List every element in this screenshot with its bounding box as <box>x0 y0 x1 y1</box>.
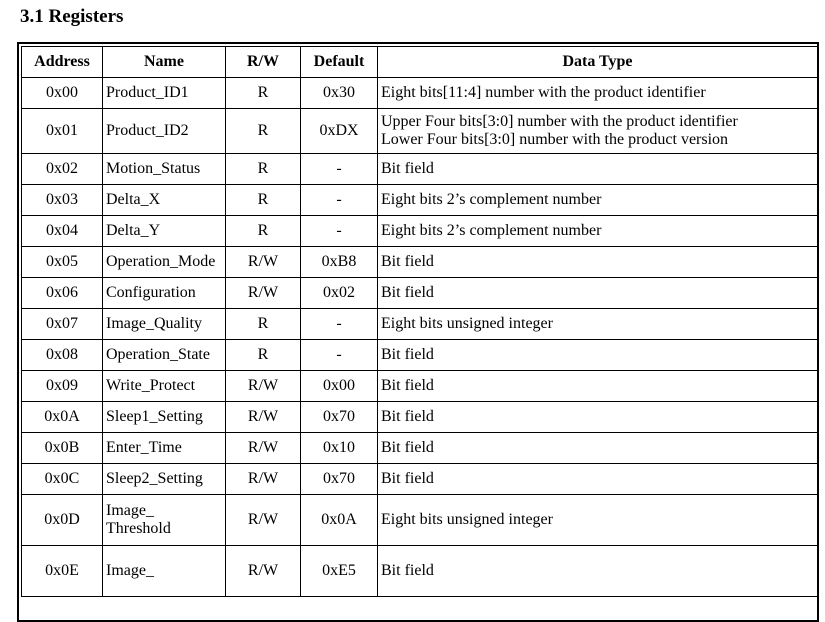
name-cell: Product_ID1 <box>103 78 226 109</box>
data-type-cell-line: Eight bits unsigned integer <box>381 511 553 528</box>
data-type-cell <box>378 216 818 247</box>
rw-cell: R/W <box>226 371 301 402</box>
data-type-cell <box>378 109 818 154</box>
data-type-cell-line: Eight bits 2’s complement number <box>381 191 602 208</box>
name-cell: Image_Quality <box>103 309 226 340</box>
name-cell-line: Image_ <box>106 562 154 579</box>
table-row <box>22 433 818 464</box>
registers-table-body <box>22 78 818 597</box>
data-type-cell-line: Eight bits unsigned integer <box>381 315 553 332</box>
address-cell: 0x0E <box>22 546 103 597</box>
data-type-cell <box>378 371 818 402</box>
address-cell: 0x0C <box>22 464 103 495</box>
default-cell: 0x0A <box>301 495 378 546</box>
address-cell: 0x08 <box>22 340 103 371</box>
name-cell: Write_Protect <box>103 371 226 402</box>
address-cell: 0x02 <box>22 154 103 185</box>
address-cell: 0x07 <box>22 309 103 340</box>
default-cell: 0x70 <box>301 464 378 495</box>
default-cell: - <box>301 216 378 247</box>
address-cell: 0x0A <box>22 402 103 433</box>
table-row <box>22 495 818 546</box>
column-header-default: Default <box>301 47 378 78</box>
column-header-rw: R/W <box>226 47 301 78</box>
column-header-address: Address <box>22 47 103 78</box>
default-cell: 0x70 <box>301 402 378 433</box>
table-header-row <box>22 47 818 78</box>
default-cell: - <box>301 309 378 340</box>
address-cell: 0x01 <box>22 109 103 154</box>
default-cell: 0xDX <box>301 109 378 154</box>
rw-cell: R/W <box>226 278 301 309</box>
data-type-cell <box>378 546 818 597</box>
column-header-data-type: Data Type <box>378 47 818 78</box>
name-cell: Operation_Mode <box>103 247 226 278</box>
name-cell: Delta_X <box>103 185 226 216</box>
data-type-cell-line: Bit field <box>381 253 434 270</box>
data-type-cell <box>378 78 818 109</box>
rw-cell: R/W <box>226 433 301 464</box>
data-type-cell <box>378 185 818 216</box>
table-row <box>22 340 818 371</box>
table-row <box>22 247 818 278</box>
data-type-cell <box>378 402 818 433</box>
name-cell-line: Threshold <box>106 520 171 537</box>
rw-cell: R/W <box>226 247 301 278</box>
name-cell: Enter_Time <box>103 433 226 464</box>
data-type-cell-line: Bit field <box>381 346 434 363</box>
table-row <box>22 185 818 216</box>
rw-cell: R <box>226 340 301 371</box>
data-type-cell-line: Bit field <box>381 408 434 425</box>
table-row <box>22 464 818 495</box>
name-cell: Motion_Status <box>103 154 226 185</box>
rw-cell: R <box>226 185 301 216</box>
table-row <box>22 154 818 185</box>
rw-cell: R <box>226 78 301 109</box>
table-row <box>22 78 818 109</box>
data-type-cell-line: Lower Four bits[3:0] number with the product version <box>381 131 729 148</box>
table-row <box>22 216 818 247</box>
address-cell: 0x03 <box>22 185 103 216</box>
table-row <box>22 109 818 154</box>
rw-cell: R <box>226 109 301 154</box>
default-cell: - <box>301 340 378 371</box>
section-heading: 3.1 Registers <box>20 6 124 27</box>
data-type-cell-line: Bit field <box>381 439 434 456</box>
rw-cell: R/W <box>226 495 301 546</box>
default-cell: 0xE5 <box>301 546 378 597</box>
address-cell: 0x0D <box>22 495 103 546</box>
name-cell: Configuration <box>103 278 226 309</box>
data-type-cell <box>378 154 818 185</box>
data-type-cell <box>378 278 818 309</box>
default-cell: 0x02 <box>301 278 378 309</box>
address-cell: 0x06 <box>22 278 103 309</box>
address-cell: 0x04 <box>22 216 103 247</box>
data-type-cell <box>378 247 818 278</box>
table-row <box>22 402 818 433</box>
address-cell: 0x05 <box>22 247 103 278</box>
table-row <box>22 278 818 309</box>
data-type-cell-line: Eight bits 2’s complement number <box>381 222 602 239</box>
name-cell: Delta_Y <box>103 216 226 247</box>
rw-cell: R/W <box>226 402 301 433</box>
default-cell: - <box>301 154 378 185</box>
name-cell: Sleep2_Setting <box>103 464 226 495</box>
default-cell: 0x30 <box>301 78 378 109</box>
address-cell: 0x0B <box>22 433 103 464</box>
registers-table-frame <box>17 42 819 622</box>
data-type-cell <box>378 433 818 464</box>
name-cell: Sleep1_Setting <box>103 402 226 433</box>
address-cell: 0x09 <box>22 371 103 402</box>
default-cell: 0x00 <box>301 371 378 402</box>
column-header-name: Name <box>103 47 226 78</box>
rw-cell: R/W <box>226 464 301 495</box>
data-type-cell-line: Bit field <box>381 284 434 301</box>
data-type-cell-line: Upper Four bits[3:0] number with the product identifier <box>381 113 738 130</box>
data-type-cell-line: Bit field <box>381 160 434 177</box>
table-row <box>22 309 818 340</box>
name-cell-line: Image_ <box>106 502 154 519</box>
name-cell <box>103 546 226 597</box>
table-row <box>22 546 818 597</box>
data-type-cell-line: Bit field <box>381 470 434 487</box>
data-type-cell-line: Bit field <box>381 562 434 579</box>
name-cell: Product_ID2 <box>103 109 226 154</box>
default-cell: 0xB8 <box>301 247 378 278</box>
data-type-cell <box>378 495 818 546</box>
address-cell: 0x00 <box>22 78 103 109</box>
data-type-cell <box>378 309 818 340</box>
rw-cell: R/W <box>226 546 301 597</box>
registers-table <box>21 46 818 597</box>
table-row <box>22 371 818 402</box>
rw-cell: R <box>226 154 301 185</box>
name-cell <box>103 495 226 546</box>
data-type-cell <box>378 464 818 495</box>
rw-cell: R <box>226 309 301 340</box>
data-type-cell-line: Eight bits[11:4] number with the product identifier <box>381 84 706 101</box>
default-cell: 0x10 <box>301 433 378 464</box>
rw-cell: R <box>226 216 301 247</box>
data-type-cell <box>378 340 818 371</box>
data-type-cell-line: Bit field <box>381 377 434 394</box>
default-cell: - <box>301 185 378 216</box>
name-cell: Operation_State <box>103 340 226 371</box>
